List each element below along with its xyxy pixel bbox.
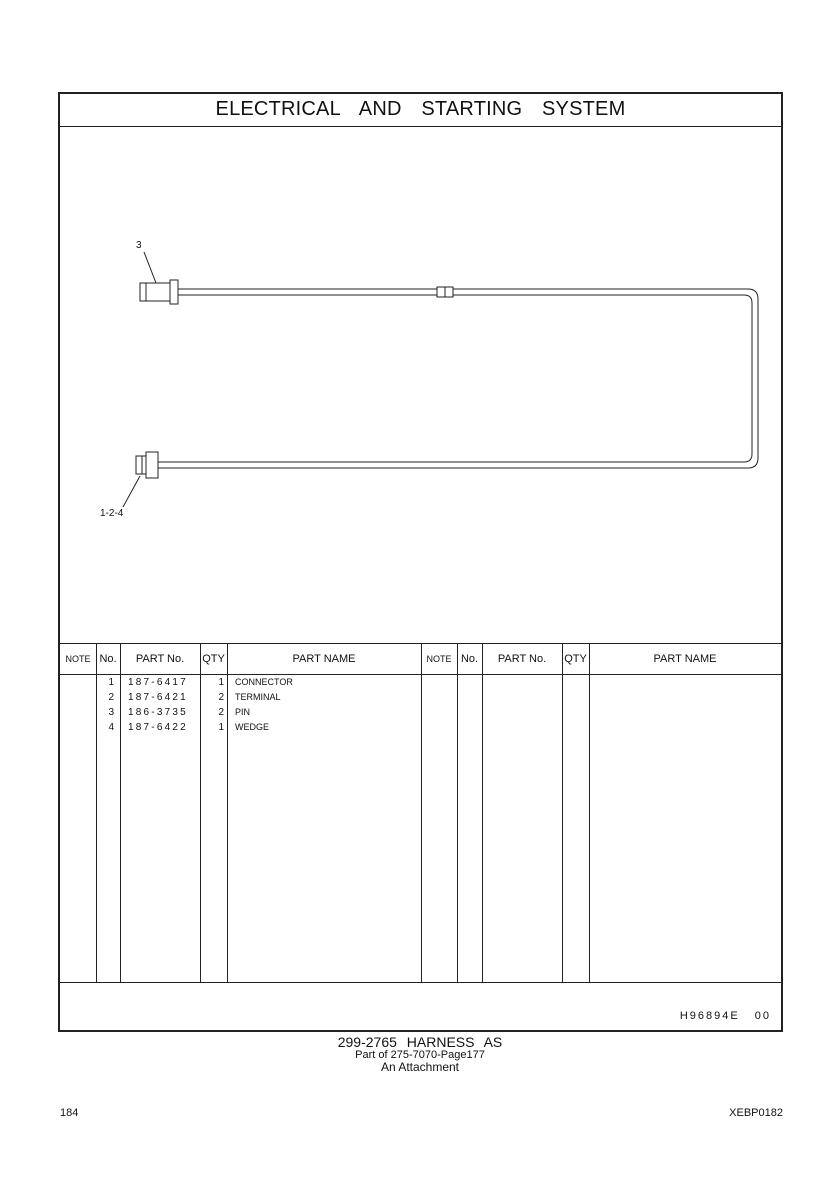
col-divider — [421, 644, 422, 982]
table-row — [60, 690, 421, 705]
col-header-no-2: No. — [460, 653, 479, 665]
col-header-qty-2: QTY — [564, 653, 587, 665]
part-number: 186-3735 — [128, 707, 188, 718]
section-title: ELECTRICAL AND STARTING SYSTEM — [215, 98, 626, 120]
part-number: 187-6422 — [128, 722, 188, 733]
harness-subtitle: Part of 275-7070-Page177 — [355, 1049, 485, 1061]
harness-cable-upper-inner — [158, 295, 752, 462]
drawing-code: H96894E 00 — [679, 1010, 771, 1022]
col-divider — [562, 644, 563, 982]
item-number: 4 — [108, 722, 114, 733]
col-header-part-no-2: PART No. — [497, 653, 547, 665]
leader-line-1-2-4 — [123, 476, 140, 507]
connector-bottom — [136, 452, 158, 478]
part-name: TERMINAL — [235, 692, 281, 702]
page-number: 184 — [60, 1107, 79, 1119]
table-row — [60, 675, 421, 690]
part-name: CONNECTOR — [235, 677, 293, 687]
table-row — [60, 705, 421, 720]
quantity: 2 — [218, 707, 224, 718]
frame-footer — [60, 981, 781, 1030]
parts-diagram-frame — [58, 92, 783, 1032]
part-number: 187-6421 — [128, 692, 188, 703]
col-header-part-name-2: PART NAME — [653, 653, 717, 665]
part-name: WEDGE — [235, 722, 270, 732]
col-header-no: No. — [99, 653, 117, 665]
parts-list-table — [60, 643, 781, 983]
document-code: XEBP0182 — [729, 1107, 783, 1119]
quantity: 1 — [218, 677, 224, 688]
col-header-note: NOTE — [65, 654, 91, 664]
col-divider — [457, 644, 458, 982]
quantity: 2 — [218, 692, 224, 703]
harness-title: 299-2765 HARNESS AS — [337, 1034, 503, 1050]
quantity: 1 — [218, 722, 224, 733]
item-number: 3 — [108, 707, 114, 718]
harness-subtitle-2: An Attachment — [380, 1060, 460, 1074]
harness-illustration — [60, 126, 781, 643]
col-divider — [589, 644, 590, 982]
title-bar — [60, 94, 781, 127]
item-number: 2 — [108, 692, 114, 703]
pin-connector-top — [140, 280, 178, 304]
item-number: 1 — [108, 677, 114, 688]
col-header-part-no: PART No. — [135, 653, 185, 665]
col-header-part-name: PART NAME — [292, 653, 356, 665]
harness-drawing — [60, 126, 781, 643]
callout-1-2-4: 1-2-4 — [100, 508, 124, 519]
harness-cable-upper — [158, 289, 758, 468]
part-number: 187-6417 — [128, 677, 188, 688]
col-divider — [482, 644, 483, 982]
table-row — [60, 720, 421, 735]
callout-3: 3 — [136, 240, 142, 251]
part-name: PIN — [235, 707, 251, 717]
leader-line-3 — [144, 252, 156, 283]
col-header-note-2: NOTE — [426, 654, 452, 664]
col-header-qty: QTY — [202, 653, 225, 665]
